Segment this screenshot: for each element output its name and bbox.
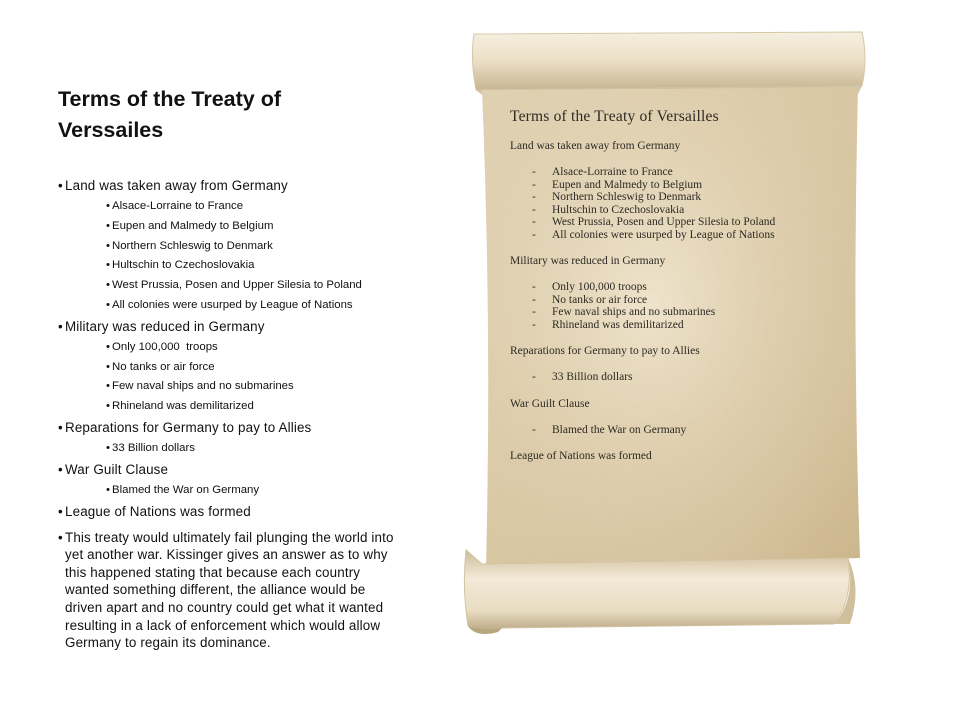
bullet-item: • West Prussia, Posen and Upper Silesia to Poland <box>106 278 403 292</box>
scroll-title: Terms of the Treaty of Versailles <box>510 108 719 125</box>
scroll-section-heading: League of Nations was formed <box>510 450 652 462</box>
scroll-list-item: - Few naval ships and no submarines <box>510 306 800 319</box>
scroll-section-heading: Land was taken away from Germany <box>510 140 681 152</box>
bullet-item: • Few naval ships and no submarines <box>106 379 403 393</box>
scroll-list <box>510 281 800 331</box>
scroll-section-heading: Military was reduced in Germany <box>510 255 666 267</box>
slide-title: Terms of the Treaty of Verssailes <box>58 87 282 142</box>
scroll-list-item: - West Prussia, Posen and Upper Silesia to Poland <box>510 216 800 229</box>
scroll-list-item: - All colonies were usurped by League of Nations <box>510 229 800 242</box>
bullet-section-heading: • Land was taken away from Germany <box>58 177 403 195</box>
scroll-list <box>510 166 800 241</box>
bullet-item: • Rhineland was demilitarized <box>106 399 403 413</box>
scroll-list-item: - Blamed the War on Germany <box>510 424 800 437</box>
bullet-item: • Northern Schleswig to Denmark <box>106 239 403 253</box>
bullet-item: • Blamed the War on Germany <box>106 483 403 497</box>
bullet-section-heading: • Military was reduced in Germany <box>58 318 403 336</box>
bullet-item: • All colonies were usurped by League of Nations <box>106 298 403 312</box>
bullet-item: • Only 100,000 troops <box>106 340 403 354</box>
scroll-list-item: - Northern Schleswig to Denmark <box>510 191 800 204</box>
scroll-list <box>510 424 800 437</box>
parchment-scroll-image <box>462 28 870 638</box>
bullet-item: • Hultschin to Czechoslovakia <box>106 258 403 272</box>
scroll-section-heading: Reparations for Germany to pay to Allies <box>510 345 700 357</box>
bullet-item: • Eupen and Malmedy to Belgium <box>106 219 403 233</box>
scroll-list <box>510 371 800 384</box>
scroll-list-item: - Hultschin to Czechoslovakia <box>510 204 800 217</box>
bullet-item: • No tanks or air force <box>106 360 403 374</box>
scroll-section-heading: War Guilt Clause <box>510 397 590 410</box>
bullet-section-heading: • Reparations for Germany to pay to Allies <box>58 419 403 437</box>
bullet-item: • Alsace-Lorraine to France <box>106 199 403 213</box>
scroll-list-item: - Rhineland was demilitarized <box>510 319 800 332</box>
scroll-list-item: - 33 Billion dollars <box>510 371 800 384</box>
scroll-list-item: - No tanks or air force <box>510 294 800 307</box>
bullet-section-heading: • League of Nations was formed <box>58 503 403 521</box>
bullet-item: • 33 Billion dollars <box>106 441 403 455</box>
scroll-list-item: - Alsace-Lorraine to France <box>510 166 800 179</box>
scroll-text <box>510 108 800 476</box>
bullet-section-heading: • War Guilt Clause <box>58 461 403 479</box>
scroll-list-item: - Only 100,000 troops <box>510 281 800 294</box>
closing-paragraph: • This treaty would ultimately fail plunging the world into yet another war. Kissinger gives an answer as to why this happened stating that because each country wanted something different, the alliance would be driven apart and no country could get what it wanted resulting in a lack of enforcement which would allow Germany to regain its dominance. <box>58 529 403 652</box>
scroll-list-item: - Eupen and Malmedy to Belgium <box>510 179 800 192</box>
slide-bullets <box>58 177 403 656</box>
